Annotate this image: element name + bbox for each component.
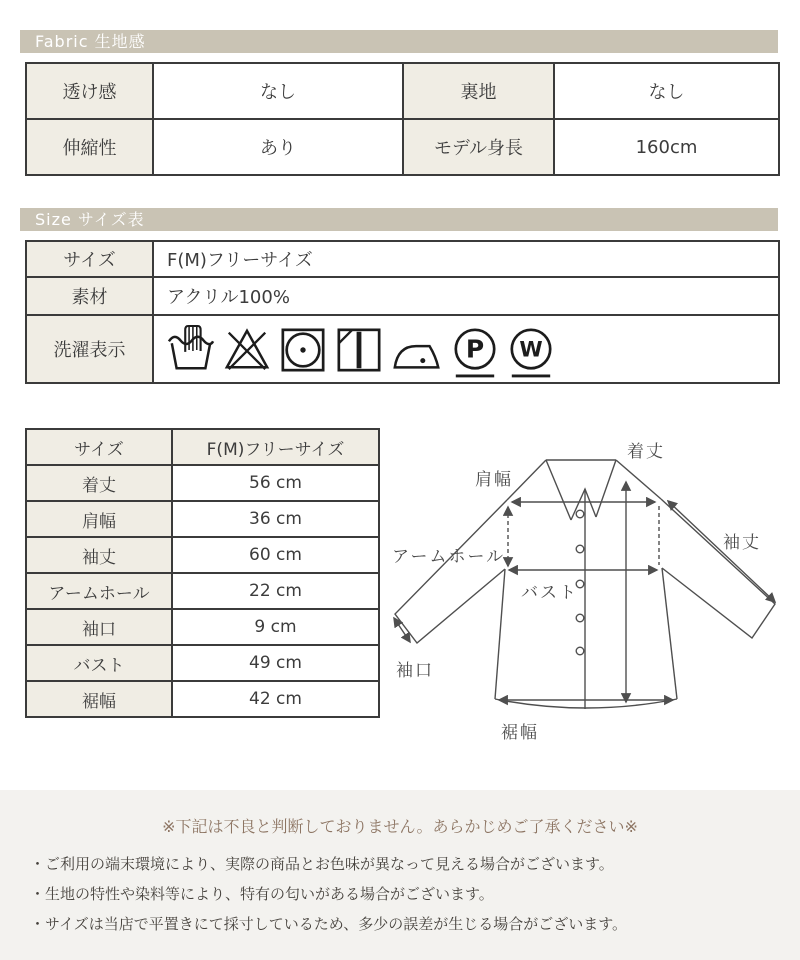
measure-value: 56 cm	[172, 465, 379, 501]
table-row	[26, 429, 379, 465]
measure-value: 22 cm	[172, 573, 379, 609]
iron-low-icon	[391, 322, 443, 378]
measure-label: 裾幅	[26, 681, 172, 717]
table-row	[26, 241, 779, 277]
hand-wash-icon	[167, 322, 215, 378]
measure-value: 42 cm	[172, 681, 379, 717]
measure-label: バスト	[26, 645, 172, 681]
fabric-table	[25, 62, 780, 176]
diagram-label-cuff: 袖口	[396, 661, 434, 681]
fabric-value-sheerness: なし	[153, 63, 403, 119]
measure-label: アームホール	[26, 573, 172, 609]
fabric-label-sheerness: 透け感	[26, 63, 153, 119]
table-row	[26, 315, 779, 383]
garment-measurement-diagram	[378, 432, 798, 764]
spec-value-care	[153, 315, 779, 383]
measure-value: 36 cm	[172, 501, 379, 537]
measure-value: 60 cm	[172, 537, 379, 573]
measure-header-label: サイズ	[26, 429, 172, 465]
table-row	[26, 573, 379, 609]
diagram-label-body-length: 着丈	[627, 442, 665, 462]
care-symbols-row	[167, 318, 778, 380]
table-row	[26, 63, 779, 119]
dry-clean-p-icon	[451, 322, 499, 378]
spec-label-size: サイズ	[26, 241, 153, 277]
notes-heading: ※下記は不良と判断しておりません。あらかじめご了承ください※	[162, 817, 638, 836]
table-row	[26, 501, 379, 537]
diagram-label-armhole: アームホール	[392, 547, 506, 567]
table-row	[26, 465, 379, 501]
size-section-header: Size サイズ表	[20, 208, 778, 231]
tumble-dry-low-icon	[279, 322, 327, 378]
note-item: ・生地の特性や染料等により、特有の匂いがある場合がございます。	[30, 885, 494, 903]
diagram-label-sleeve-length: 袖丈	[723, 533, 761, 553]
spec-label-material: 素材	[26, 277, 153, 315]
diagram-label-hem-width: 裾幅	[501, 723, 539, 743]
table-row	[26, 119, 779, 175]
fabric-label-lining: 裏地	[403, 63, 554, 119]
notes-footer	[0, 790, 800, 960]
do-not-bleach-icon	[223, 322, 271, 378]
measure-label: 着丈	[26, 465, 172, 501]
measure-label: 袖口	[26, 609, 172, 645]
fabric-value-model-height: 160cm	[554, 119, 779, 175]
note-item: ・ご利用の端末環境により、実際の商品とお色味が異なって見える場合がございます。	[30, 855, 614, 873]
wet-clean-w-letter: W	[519, 336, 543, 362]
table-row	[26, 681, 379, 717]
spec-value-material: アクリル100%	[153, 277, 779, 315]
measure-value: 49 cm	[172, 645, 379, 681]
line-dry-shade-icon	[335, 322, 383, 378]
table-row	[26, 537, 379, 573]
diagram-label-bust: バスト	[521, 583, 578, 603]
measure-label: 袖丈	[26, 537, 172, 573]
dry-clean-p-letter: P	[465, 334, 485, 364]
fabric-label-stretch: 伸縮性	[26, 119, 153, 175]
measure-value: 9 cm	[172, 609, 379, 645]
measurement-table	[25, 428, 380, 718]
diagram-label-shoulder-width: 肩幅	[475, 470, 513, 490]
note-item: ・サイズは当店で平置きにて採寸しているため、多少の誤差が生じる場合がございます。	[30, 915, 628, 933]
table-row	[26, 645, 379, 681]
table-row	[26, 277, 779, 315]
spec-value-size: F(M)フリーサイズ	[153, 241, 779, 277]
table-row	[26, 609, 379, 645]
measure-label: 肩幅	[26, 501, 172, 537]
size-spec-table	[25, 240, 780, 384]
fabric-value-lining: なし	[554, 63, 779, 119]
fabric-value-stretch: あり	[153, 119, 403, 175]
shirt-outline	[395, 460, 775, 709]
wet-clean-w-icon	[507, 322, 555, 378]
fabric-label-model-height: モデル身長	[403, 119, 554, 175]
spec-label-care: 洗濯表示	[26, 315, 153, 383]
fabric-section-header: Fabric 生地感	[20, 30, 778, 53]
notes-list	[30, 849, 800, 939]
measure-header-value: F(M)フリーサイズ	[172, 429, 379, 465]
